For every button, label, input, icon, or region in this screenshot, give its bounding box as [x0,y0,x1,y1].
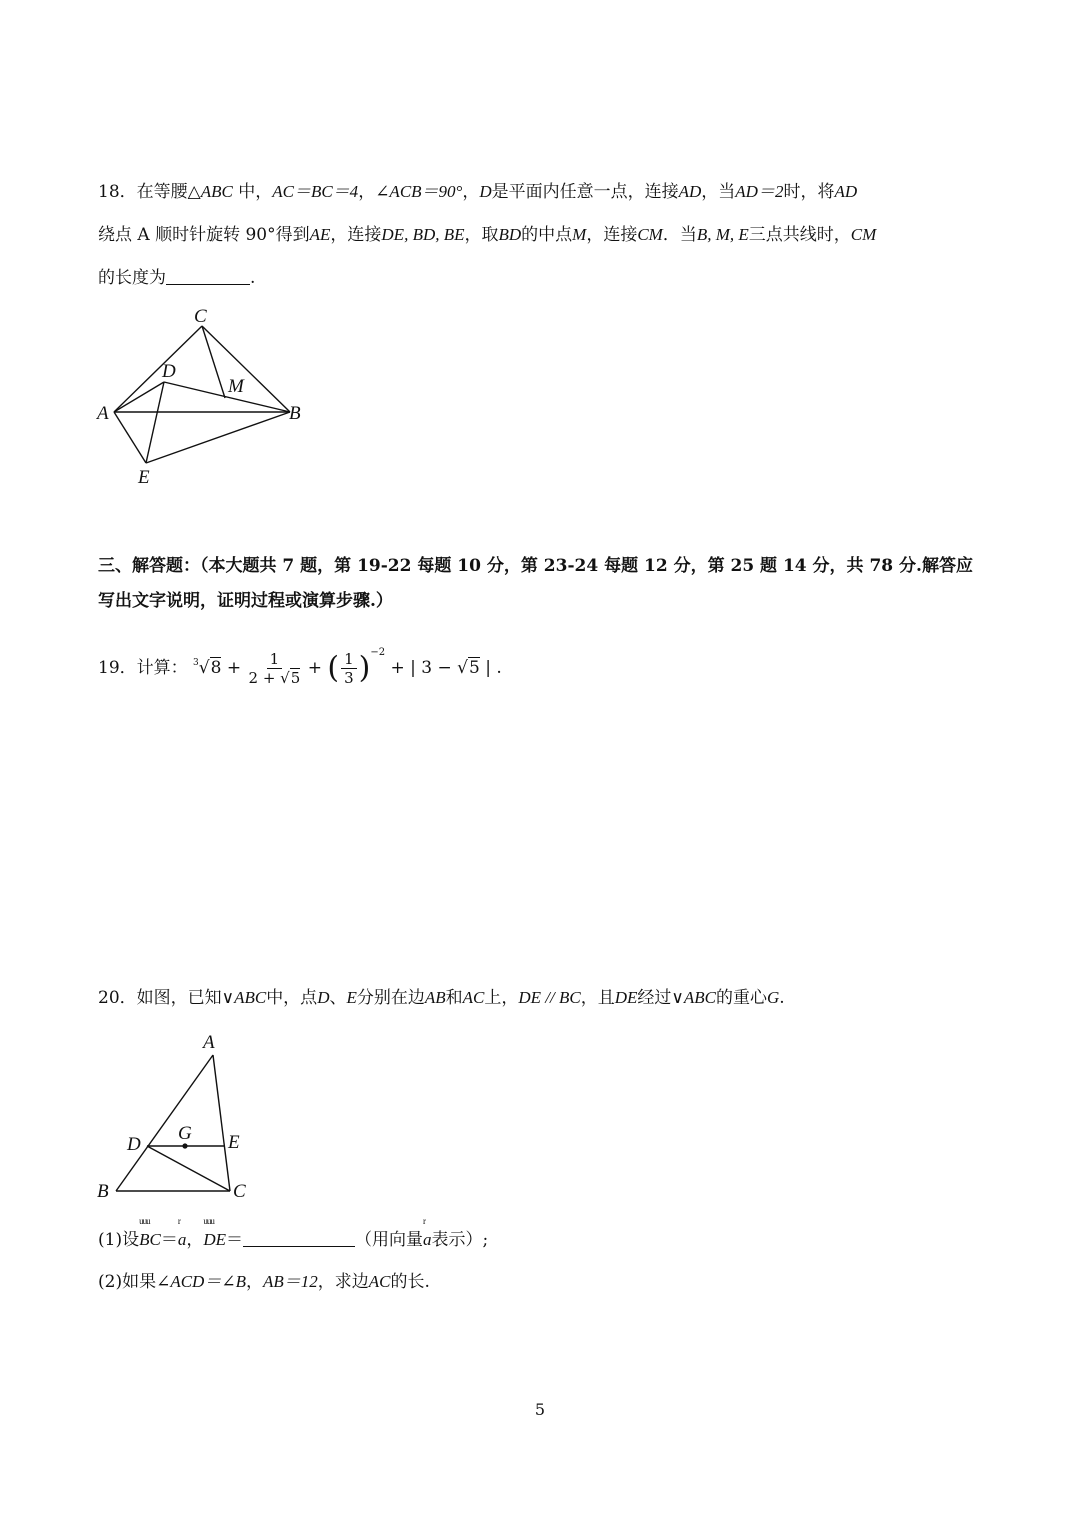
segment-AE [114,412,146,463]
segment-EB [146,412,290,463]
label-A: A [203,1032,215,1053]
vector-DE: uuu DE [203,1216,226,1249]
q20-figure [90,1025,270,1210]
page-number: 5 [534,1400,546,1419]
segment-AD [114,382,164,412]
q18-line-3: 的长度为 . [98,268,256,288]
q20-part-1: (1)设 uuu BC＝ r a， uuu DE＝ （用向量 r a表示）; [98,1216,489,1250]
label-C: C [194,306,207,327]
fraction-2: $\frac{1}{3}$ [341,650,357,687]
q19-expression: 19．计算： $^3$√8 + $\frac{1}{2 + √5}$ + ( $\frac{1}{3}$ )$^{-2}$ + | 3 − √5 | . [98,647,502,687]
q20-part-2: (2)如果∠ACD＝∠B，AB＝12，求边AC的长. [98,1272,430,1292]
fraction-1: $\frac{1}{2 + √5}$ [248,650,301,687]
answer-blank[interactable] [166,268,250,285]
segment-AC [213,1055,230,1191]
label-D: D [127,1134,141,1155]
label-B: B [289,403,301,424]
q18-figure [90,300,320,500]
segment-AB [116,1055,213,1191]
segment-DE [146,382,164,463]
segment-DB [164,382,290,412]
q18-line-1: 18．在等腰△ABC 中，AC＝BC＝4，∠ACB＝90°，D是平面内任意一点，连接AD，当AD＝2时，将AD [98,182,858,202]
vector-BC: uuu BC [139,1216,161,1249]
answer-blank[interactable] [243,1230,355,1247]
section3-line-2: 写出文字说明，证明过程或演算步骤.） [98,591,393,611]
segment-AC [114,326,202,412]
label-G: G [178,1123,192,1144]
label-A: A [97,403,109,424]
segment-DC [147,1146,230,1191]
q18-line-2: 绕点 A 顺时针旋转 90°得到AE，连接DE, BD, BE，取BD的中点M，连接CM．当B, M, E三点共线时，CM [98,225,877,245]
label-C: C [233,1181,246,1202]
centroid-point [182,1143,187,1148]
label-D: D [162,361,176,382]
q20-line-1: 20．如图，已知∨ABC中，点D、E分别在边AB和AC上，DE // BC，且DE经过∨ABC的重心G. [98,988,785,1008]
label-E: E [138,467,150,488]
vector-a: r a [423,1216,432,1249]
label-M: M [228,376,244,397]
label-B: B [97,1181,109,1202]
section3-line-1: 三、解答题：（本大题共 7 题，第 19-22 每题 10 分，第 23-24 每题 12 分，第 25 题 14 分，共 78 分.解答应 [98,556,973,576]
vector-a: r a [177,1216,187,1249]
label-E: E [228,1132,240,1153]
